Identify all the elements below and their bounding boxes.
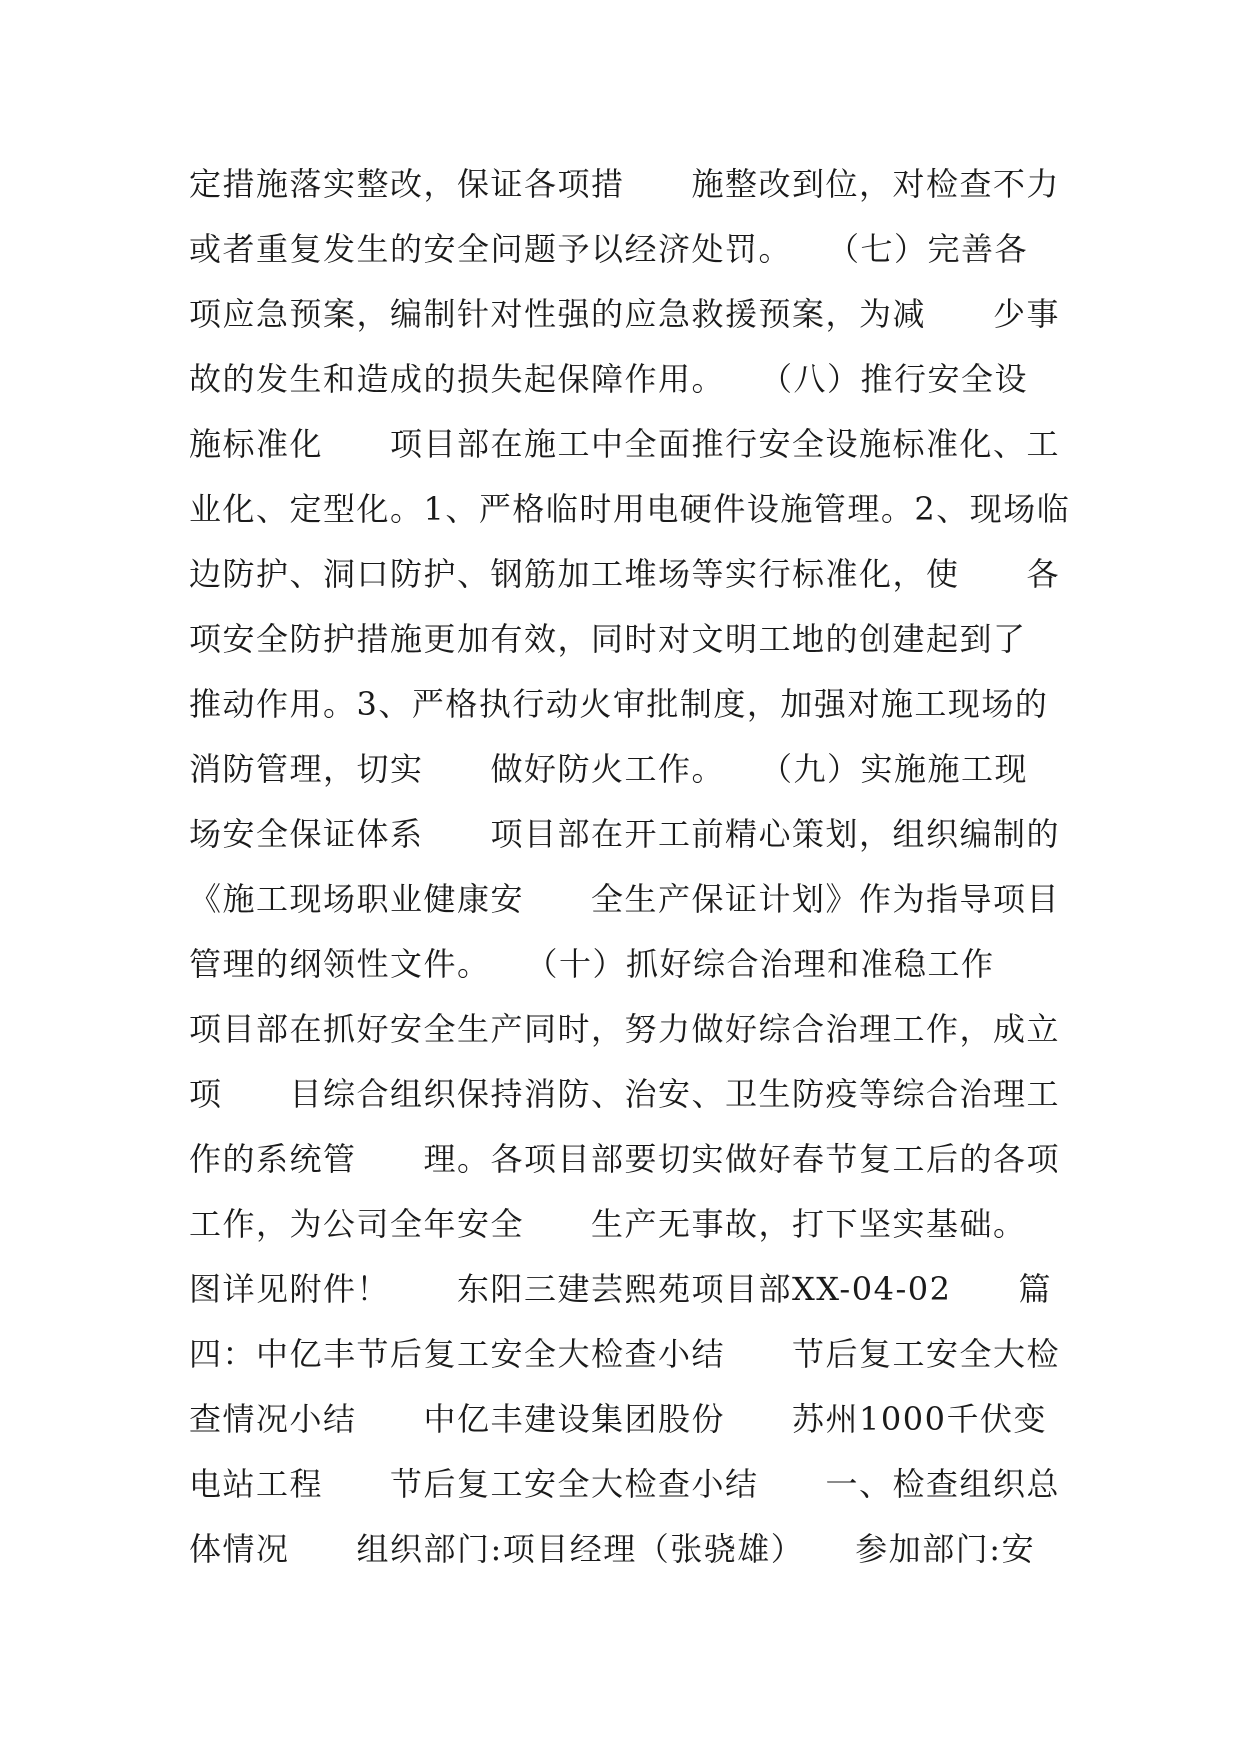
text-line: 查情况小结 中亿丰建设集团股份 苏州1000千伏变 <box>189 1400 1047 1438</box>
text-line: 定措施落实整改，保证各项措 施整改到位，对检查不力 <box>189 165 1061 203</box>
text-line: 消防管理，切实 做好防火工作。 （九）实施施工现 <box>189 750 1029 788</box>
text-line: 故的发生和造成的损失起保障作用。 （八）推行安全设 <box>189 360 1029 398</box>
text-line: 推动作用。3、严格执行动火审批制度，加强对施工现场的 <box>189 685 1049 723</box>
text-line: 项目部在抓好安全生产同时，努力做好综合治理工作，成立 <box>189 1010 1061 1048</box>
text-line: 施标准化 项目部在施工中全面推行安全设施标准化、工 <box>189 425 1061 463</box>
body-text <box>189 152 1069 1582</box>
text-line: 场安全保证体系 项目部在开工前精心策划，组织编制的 <box>189 815 1061 853</box>
text-line: 业化、定型化。1、严格临时用电硬件设施管理。2、现场临 <box>189 490 1071 528</box>
text-line: 项安全防护措施更加有效，同时对文明工地的创建起到了 <box>189 620 1027 658</box>
text-line: 工作，为公司全年安全 生产无事故，打下坚实基础。 <box>189 1205 1027 1243</box>
text-line: 管理的纲领性文件。 （十）抓好综合治理和准稳工作 <box>189 945 995 983</box>
text-line: 边防护、洞口防护、钢筋加工堆场等实行标准化，使 各 <box>189 555 1061 593</box>
text-line: 项应急预案，编制针对性强的应急救援预案，为减 少事 <box>189 295 1061 333</box>
text-line: 电站工程 节后复工安全大检查小结 一、检查组织总 <box>189 1465 1061 1503</box>
text-line: 或者重复发生的安全问题予以经济处罚。 （七）完善各 <box>189 230 1029 268</box>
text-line: 体情况 组织部门:项目经理（张骁雄） 参加部门:安 <box>189 1530 1036 1568</box>
text-line: 作的系统管 理。各项目部要切实做好春节复工后的各项 <box>189 1140 1061 1178</box>
text-line: 《施工现场职业健康安 全生产保证计划》作为指导项目 <box>189 880 1061 918</box>
text-line: 四：中亿丰节后复工安全大检查小结 节后复工安全大检 <box>189 1335 1061 1373</box>
text-line: 项 目综合组织保持消防、治安、卫生防疫等综合治理工 <box>189 1075 1061 1113</box>
text-line: 图详见附件！ 东阳三建芸熙苑项目部XX-04-02 篇 <box>189 1270 1052 1308</box>
